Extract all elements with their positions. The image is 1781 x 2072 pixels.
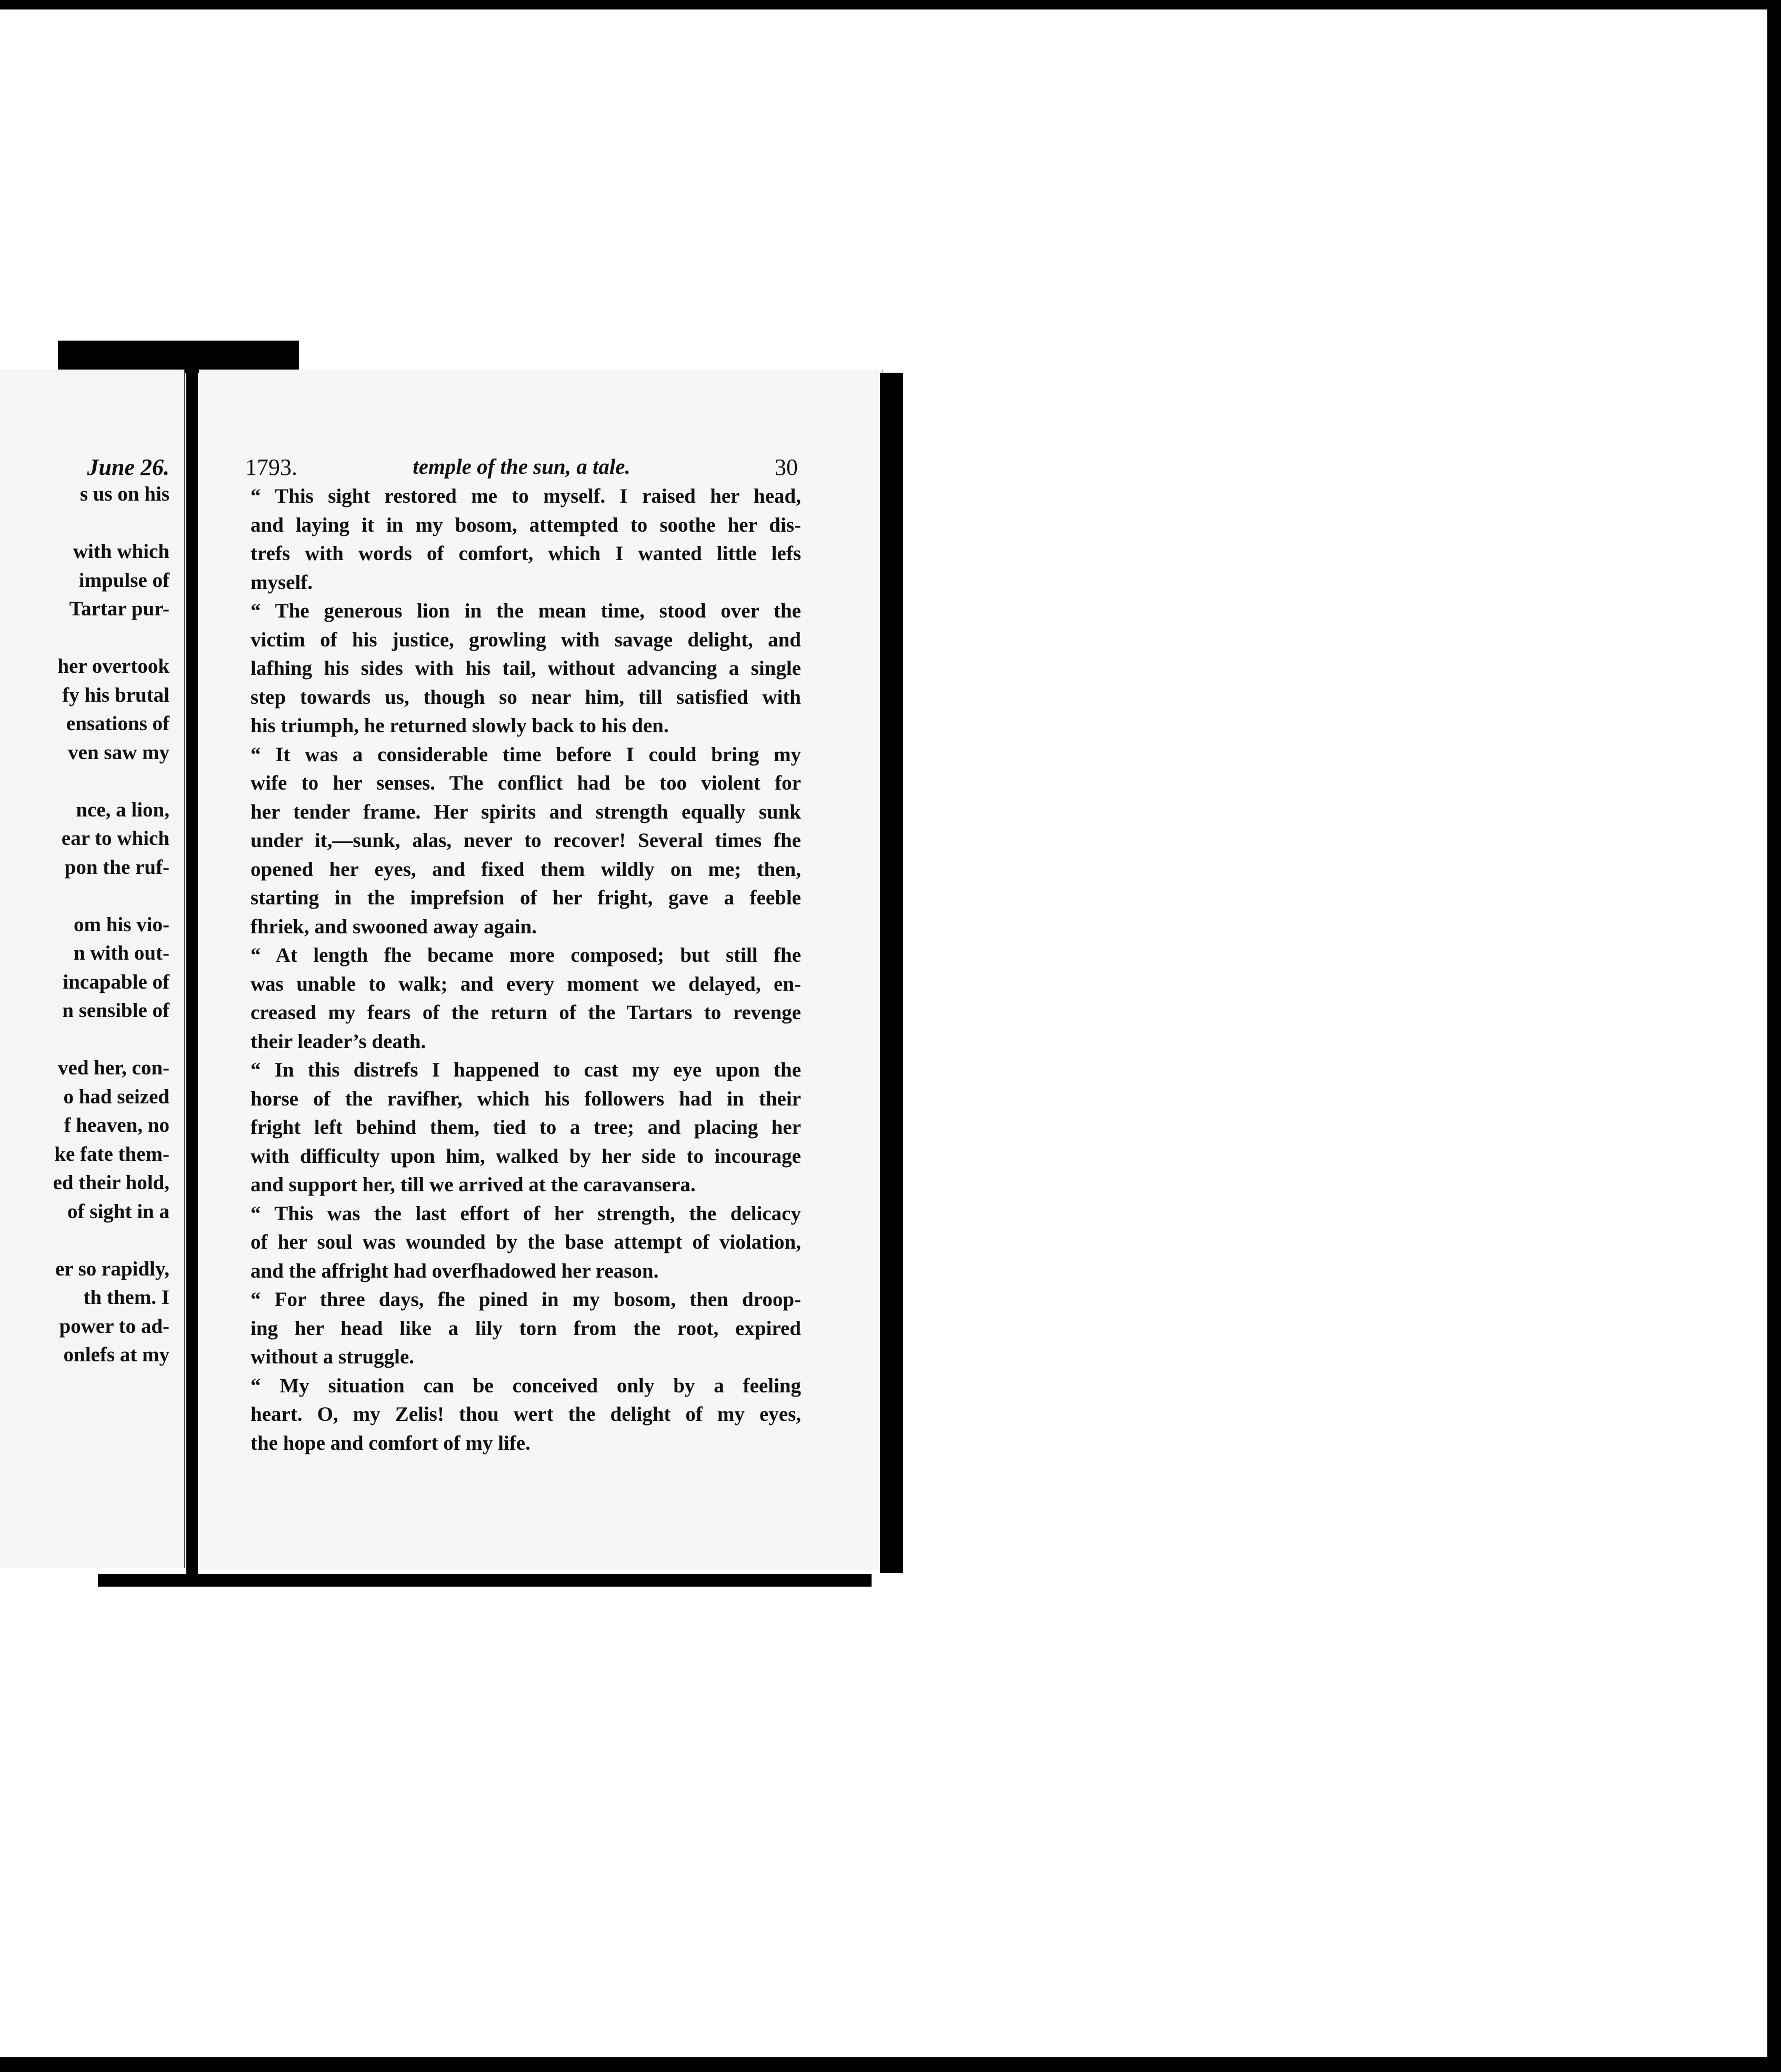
left-text-line: her overtook: [57, 655, 169, 678]
left-text-line: [1, 1025, 169, 1054]
bottom-edge-strip: [98, 1574, 872, 1587]
left-running-head: June 26.: [87, 454, 169, 480]
left-text-line: om his vio-: [73, 913, 169, 936]
left-text-line: onlefs at my: [63, 1343, 169, 1366]
text-line: starting in the imprefsion of her fright, gave a feeble: [251, 886, 801, 909]
text-line: “ For three days, fhe pined in my bosom, then droop-: [251, 1288, 801, 1311]
left-page: [0, 370, 185, 1568]
left-text-line: Tartar pur-: [69, 597, 169, 620]
left-text-line: [1, 767, 169, 796]
left-text-line: s us on his: [79, 483, 169, 505]
text-line: fhriek, and swooned away again.: [251, 915, 537, 938]
text-line: wife to her senses. The conflict had be too violent for: [251, 772, 801, 794]
black-tab-marker: [58, 341, 299, 373]
page-fore-edge: [880, 373, 903, 1573]
header-title: temple of the sun, a tale.: [413, 454, 631, 479]
text-line: ing her head like a lily torn from the root, expired: [251, 1317, 801, 1340]
text-line: his triumph, he returned slowly back to his den.: [251, 714, 669, 737]
text-line: with difficulty upon him, walked by her side to incourage: [251, 1144, 801, 1168]
left-text-line: er so rapidly,: [55, 1257, 169, 1280]
text-line: “ In this distrefs I happened to cast my eye upon the: [251, 1059, 801, 1081]
text-line: their leader’s death.: [251, 1030, 426, 1053]
text-line: “ My situation can be conceived only by a feeling: [251, 1374, 801, 1397]
left-text-line: f heaven, no: [64, 1114, 169, 1137]
text-line: and support her, till we arrived at the caravansera.: [251, 1173, 696, 1196]
left-text-line: ear to which: [61, 827, 169, 850]
right-page: [199, 370, 883, 1570]
text-line: the hope and comfort of my life.: [251, 1431, 531, 1455]
text-line: under it,—sunk, alas, never to recover! Several times fhe: [251, 829, 801, 852]
text-line: “ It was a considerable time before I could bring my: [251, 743, 801, 766]
text-line: without a struggle.: [251, 1346, 414, 1368]
left-text-line: [1, 624, 169, 653]
text-line: step towards us, though so near him, till satisfied with: [251, 685, 801, 709]
left-text-line: [1, 509, 169, 538]
text-line: creased my fears of the return of the Tartars to revenge: [251, 1001, 801, 1024]
left-text-line: ven saw my: [68, 741, 169, 764]
text-line: heart. O, my Zelis! thou wert the delight of my eyes,: [251, 1403, 801, 1426]
left-text-line: ensations of: [66, 712, 169, 735]
left-text-line: n sensible of: [62, 999, 169, 1022]
text-line: of her soul was wounded by the base attempt of violation,: [251, 1231, 801, 1253]
text-line: victim of his justice, growling with savage delight, and: [251, 628, 801, 651]
text-line: trefs with words of comfort, which I wanted little lefs: [251, 542, 801, 565]
book-gutter: [186, 368, 198, 1579]
left-text-line: nce, a lion,: [76, 798, 169, 821]
left-text-line: incapable of: [63, 970, 169, 993]
left-text-line: o had seized: [63, 1085, 169, 1108]
text-line: fright left behind them, tied to a tree; and placing her: [251, 1116, 801, 1139]
header-year: 1793.: [245, 454, 297, 480]
text-line: and laying it in my bosom, attempted to soothe her dis-: [251, 513, 801, 536]
text-line: “ This sight restored me to myself. I raised her head,: [251, 485, 801, 507]
left-text-line: pon the ruf-: [64, 855, 169, 879]
left-text-line: [1, 882, 169, 911]
left-text-line: ved her, con-: [58, 1057, 169, 1079]
left-text-line: of sight in a: [67, 1200, 169, 1223]
text-line: “ At length fhe became more composed; but still fhe: [251, 944, 801, 967]
right-running-head: [245, 454, 798, 485]
text-line: and the affright had overfhadowed her reason.: [251, 1259, 659, 1282]
left-text-line: th them. I: [83, 1286, 169, 1309]
text-line: “ This was the last effort of her strength, the delicacy: [251, 1202, 801, 1225]
text-line: “ The generous lion in the mean time, stood over the: [251, 600, 801, 622]
left-text-line: n with out-: [73, 942, 169, 964]
text-line: was unable to walk; and every moment we delayed, en-: [251, 972, 801, 995]
left-text-block: [1, 480, 169, 1370]
left-text-line: fy his brutal: [62, 683, 169, 706]
left-text-line: impulse of: [78, 569, 169, 592]
left-text-line: [1, 1226, 169, 1255]
text-line: horse of the ravifher, which his followers had in their: [251, 1087, 801, 1110]
left-text-line: power to ad-: [59, 1314, 169, 1338]
text-line: her tender frame. Her spirits and strength equally sunk: [251, 800, 801, 823]
right-text-block: [251, 482, 801, 1458]
page-number: 30: [775, 454, 798, 480]
text-line: lafhing his sides with his tail, without advancing a single: [251, 657, 801, 680]
left-text-line: ke fate them-: [54, 1142, 169, 1166]
text-line: opened her eyes, and fixed them wildly on me; then,: [251, 858, 801, 881]
left-text-line: with which: [73, 540, 169, 563]
left-text-line: ed their hold,: [53, 1171, 169, 1194]
text-line: myself.: [251, 571, 313, 594]
